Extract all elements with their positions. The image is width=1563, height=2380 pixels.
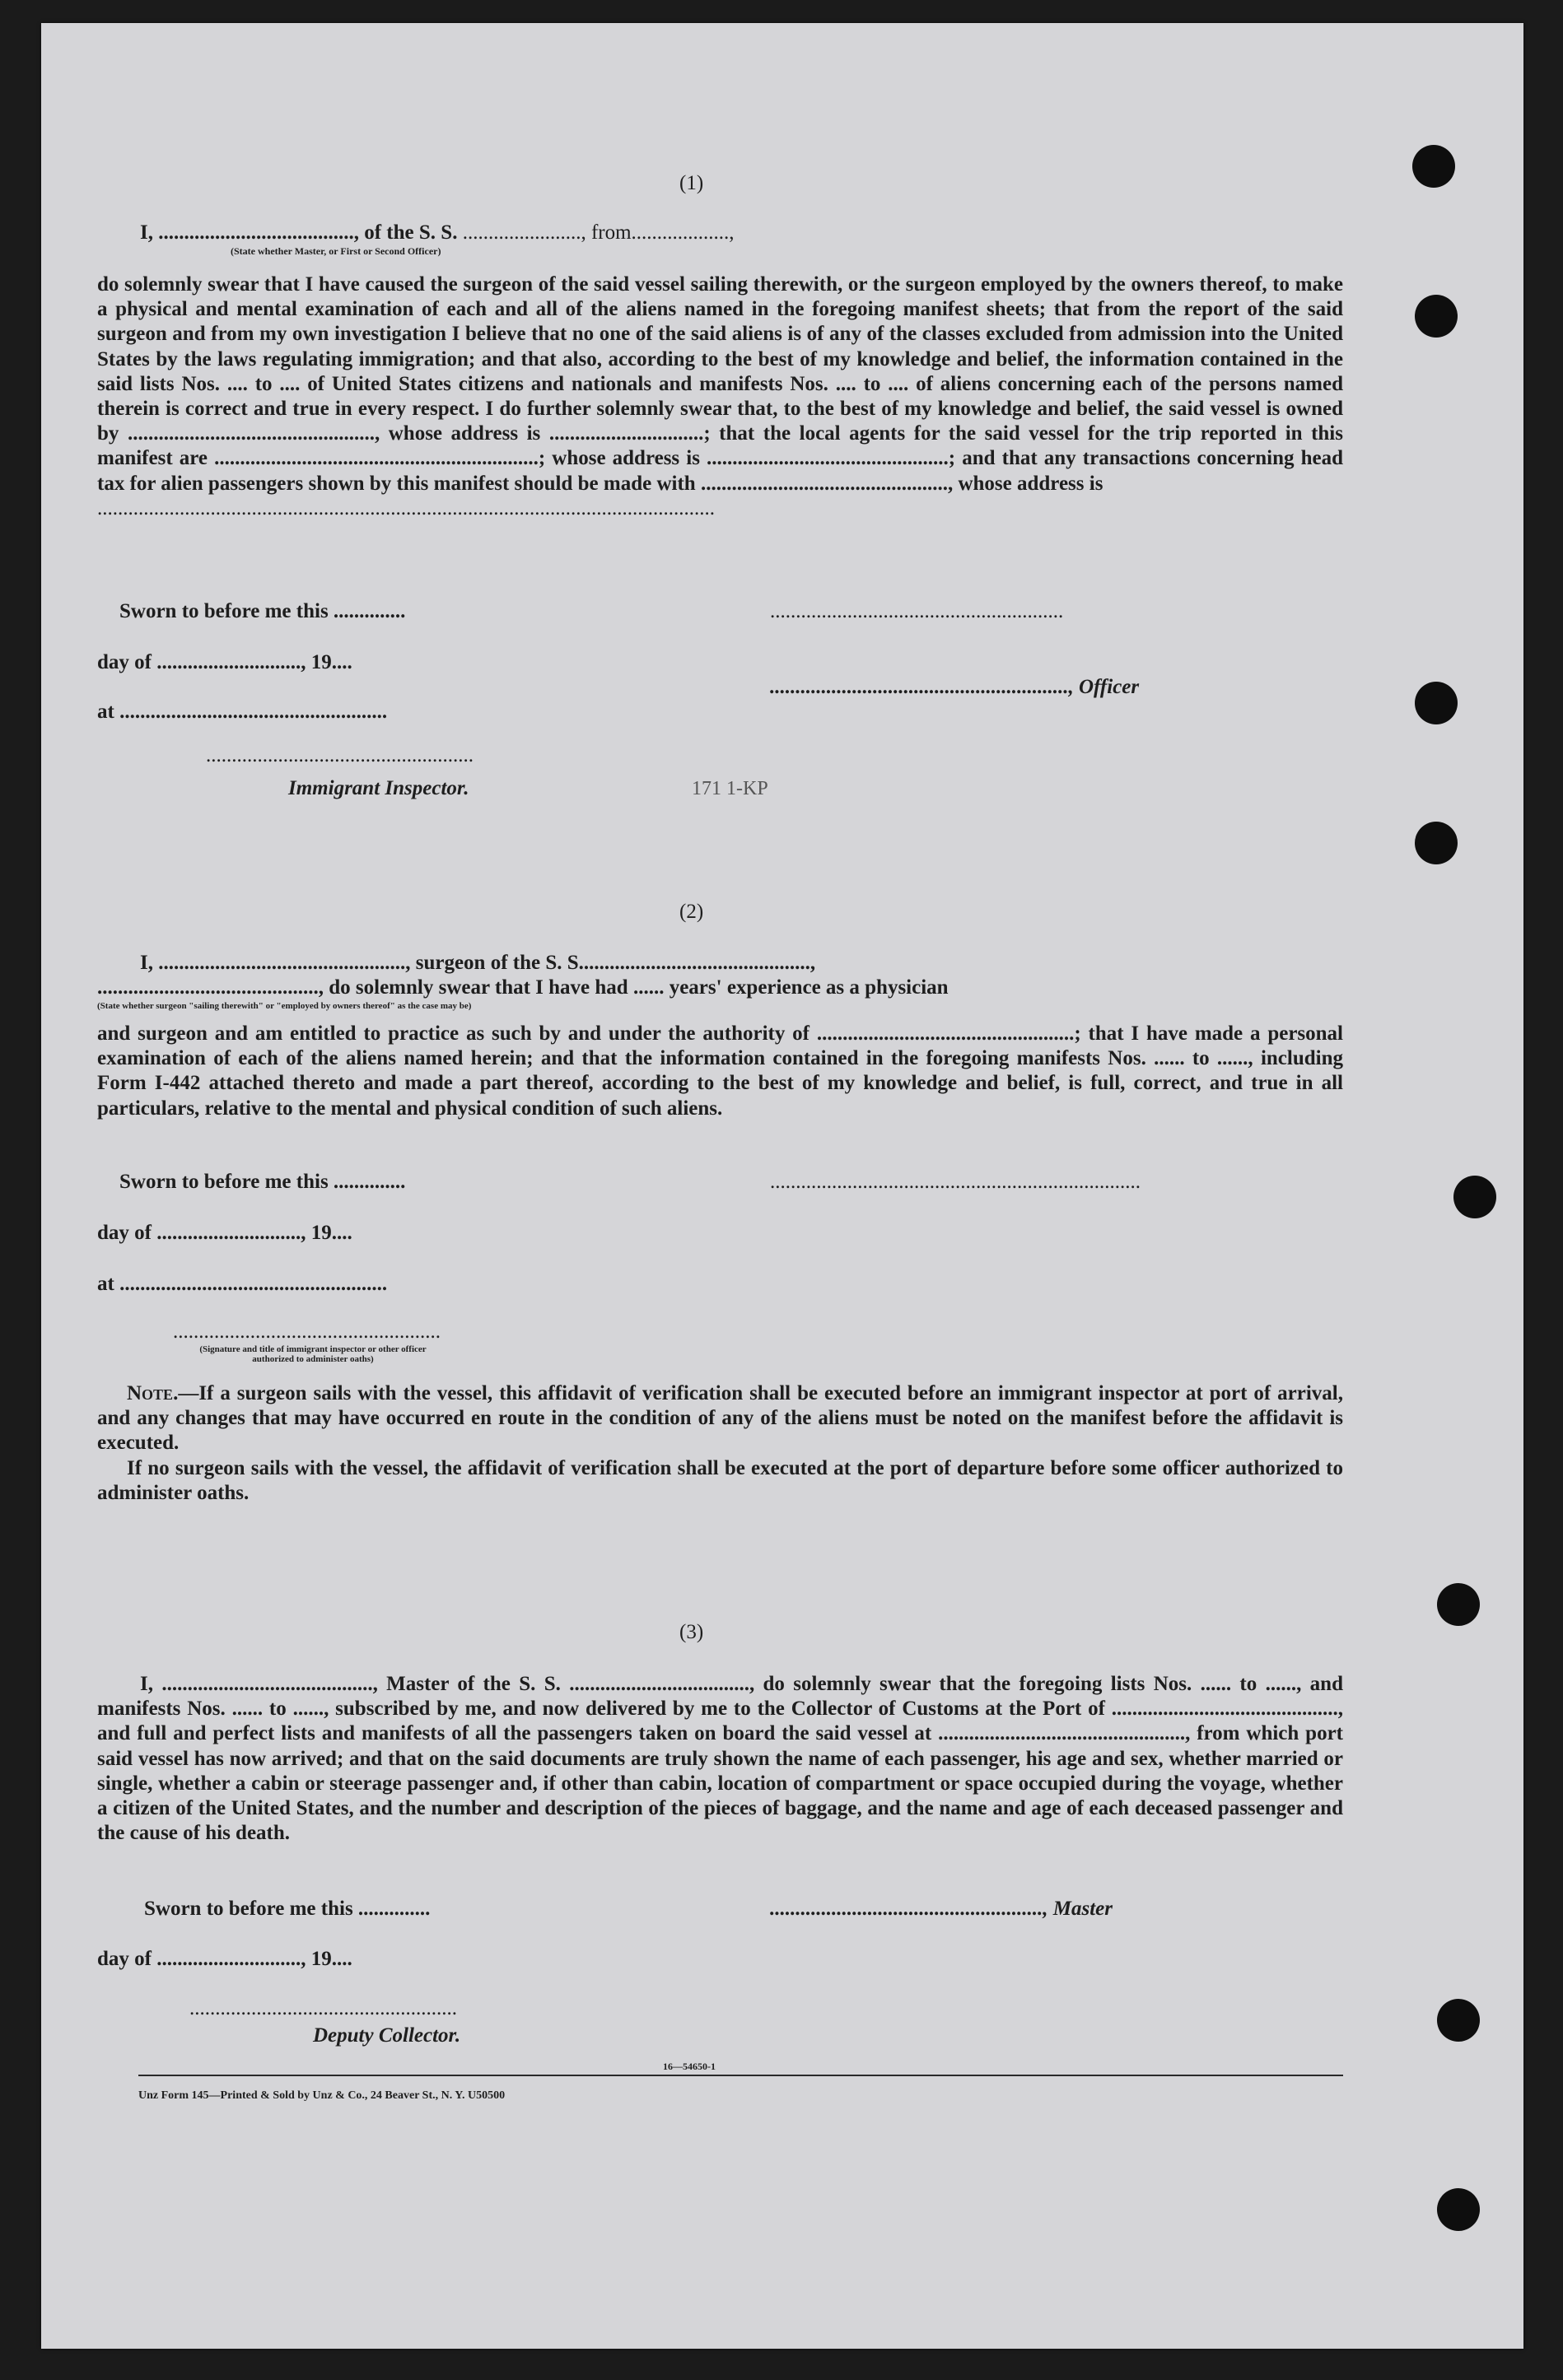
- section-1-body: [97, 272, 1343, 521]
- section-2-inspector-caption: (Signature and title of immigrant inspector or other officer authorized to administer oaths): [199, 1344, 427, 1364]
- footer-imprint: Unz Form 145—Printed & Sold by Unz & Co., 24 Beaver St., N. Y. U50500: [138, 2089, 506, 2102]
- section-2-line-1: I, ................................................, surgeon of the S. S.............................................,: [140, 952, 816, 974]
- section-1-dotted-line: ........................................................................................................................: [97, 496, 715, 519]
- section-1-first-line: [140, 221, 735, 245]
- section-1-at: at ....................................................: [97, 701, 388, 723]
- section-2-caption: (State whether surgeon "sailing therewith" or "employed by owners thereof" as the case may be): [97, 1001, 472, 1011]
- section-1-caption: (State whether Master, or First or Second Officer): [231, 245, 441, 257]
- note-block: [97, 1381, 1343, 1506]
- section-2-signature-line: ........................................................................: [770, 1171, 1141, 1193]
- note-paragraph-2: If no surgeon sails with the vessel, the affidavit of verification shall be executed at the port of departure before some officer authorized to administer oaths.: [97, 1456, 1343, 1504]
- section-1-signature-line: .........................................................: [770, 600, 1064, 622]
- punch-hole: [1412, 145, 1455, 188]
- section-2-at: at ....................................................: [97, 1273, 388, 1295]
- punch-hole: [1437, 1999, 1480, 2042]
- punch-hole: [1437, 1583, 1480, 1626]
- note-paragraph-1: [97, 1381, 1343, 1456]
- section-2-line-2: ..........................................., do solemnly swear that I have had ...... years' experience as a physician: [97, 976, 949, 999]
- section-2-number: (2): [679, 901, 704, 923]
- punch-hole: [1415, 682, 1458, 724]
- section-1-inspector-label: Immigrant Inspector.: [288, 777, 469, 799]
- section-1-officer: .........................................................., Officer: [770, 676, 1140, 698]
- form-code: 16—54650-1: [663, 2061, 716, 2072]
- footer-rule: [138, 2075, 1343, 2076]
- punch-hole: [1437, 2188, 1480, 2231]
- section-1-line-end: ......................., from...................,: [457, 221, 735, 244]
- section-1-line-start: I, ......................................,: [140, 221, 365, 244]
- punch-hole: [1453, 1176, 1496, 1218]
- note-label: Note.: [127, 1382, 179, 1404]
- section-1-sworn: Sworn to before me this ..............: [119, 600, 406, 622]
- stamp-number: 171 1-KP: [692, 778, 768, 799]
- note-text-1: —If a surgeon sails with the vessel, this affidavit of verification shall be executed before an immigrant inspector at port of arrival, and any changes that may have occurred en route in the condition of any of the aliens must be noted on the manifest before the affidavit is executed.: [97, 1382, 1343, 1455]
- section-2-inspector-line: ....................................................: [173, 1320, 441, 1343]
- section-2-sworn: Sworn to before me this ..............: [119, 1171, 406, 1193]
- punch-hole: [1415, 822, 1458, 864]
- section-1-day: day of ............................, 19....: [97, 651, 352, 673]
- section-3-day: day of ............................, 19....: [97, 1948, 352, 1970]
- section-1-number: (1): [679, 172, 704, 194]
- section-3-collector-line: ....................................................: [189, 1997, 457, 2019]
- section-3-collector-label: Deputy Collector.: [313, 2024, 461, 2047]
- section-1-inspector-line: ....................................................: [206, 744, 474, 766]
- section-3-master: ....................................................., Master: [770, 1898, 1113, 1920]
- section-2-day: day of ............................, 19....: [97, 1222, 352, 1244]
- form-sheet: [41, 23, 1523, 2349]
- section-1-vessel-label: of the S. S.: [364, 221, 458, 244]
- section-1-oath-text: do solemnly swear that I have caused the surgeon of the said vessel sailing therewith, or the surgeon employed by the owners thereof, to make a physical and mental examination of each and all of the aliens named in the foregoing manifest sheets; that from the report of the said surgeon and from my own investigation I believe that no one of the said aliens is of any of the classes excluded from admission into the United States by the laws regulating immigration; and that also, according to the best of my knowledge and belief, the information contained in the said lists Nos. .... to .... of United States citizens and nationals and manifests Nos. .... to .... of aliens concerning each of the persons named therein is correct and true in every respect. I do further solemnly swear that, to the best of my knowledge and belief, the said vessel is owned by ................................................, whose address is ..............................; that the local agents for the said vessel for the trip reported in this manifest are ...............................................................; whose address is ...............................................; and that any transactions concerning head tax for alien passengers shown by this manifest should be made with ................................................, whose address is: [97, 273, 1343, 495]
- section-2-body: and surgeon and am entitled to practice as such by and under the authority of ..................................................; that I have made a personal examination of each of the aliens named herein; and that the information contained in the foregoing manifests Nos. ...... to ......, including Form I-442 attached thereto and made a part thereof, according to the best of my knowledge and belief, is full, correct, and true in all particulars, relative to the mental and physical condition of such aliens.: [97, 1022, 1343, 1120]
- section-3-sworn: Sworn to before me this ..............: [144, 1898, 431, 1920]
- section-3-number: (3): [679, 1621, 704, 1643]
- section-3-body: I, ........................................., Master of the S. S. ..................................., do solemnly swear that the foregoing lists Nos. ...... to ......, and manifests Nos. ...... to ......, subscribed by me, and now delivered by me to the Collector of Customs at the Port of ............................................, and full and perfect lists and manifests of all the passengers taken on board the said vessel at ................................................, from which port said vessel has now arrived; and that on the said documents are truly shown the name of each passenger, his age and sex, whether married or single, whether a cabin or steerage passenger and, if other than cabin, location of compartment or space occupied during the voyage, whether a citizen of the United States, and the number and description of the pieces of baggage, and the name and age of each deceased passenger and the cause of his death.: [97, 1673, 1343, 1845]
- punch-hole: [1415, 295, 1458, 338]
